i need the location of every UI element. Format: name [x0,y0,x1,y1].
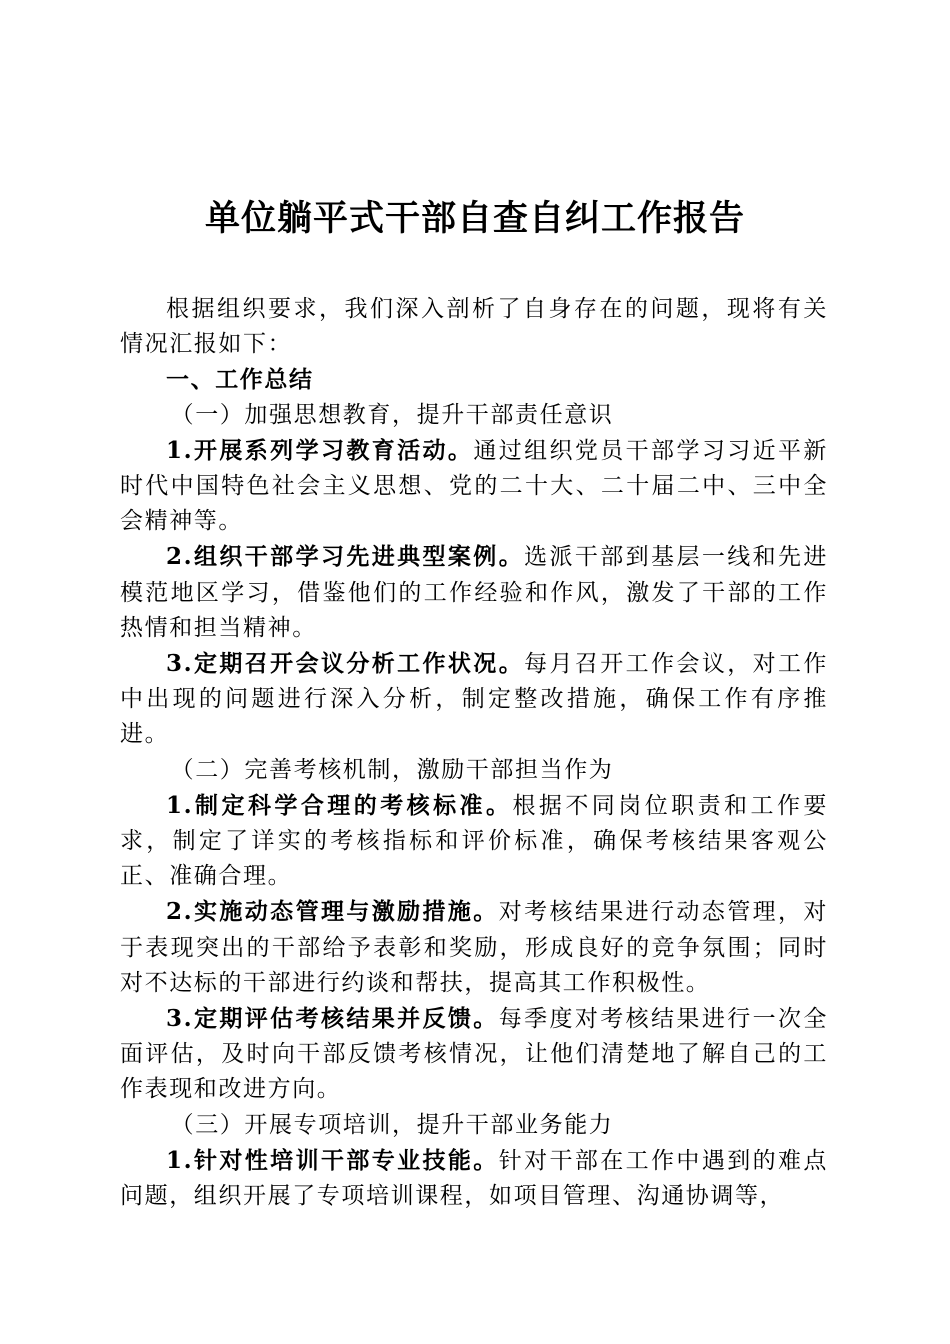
paragraph-item [120,646,828,753]
item-text: 对考核结果进行动态管理，对于表现突出的干部给予表彰和奖励，形成良好的竞争氛围；同时对不达标的干部进行约谈和帮扶，提高其工作积极性。 [120,899,828,996]
paragraph-item [120,894,828,1001]
item-text: 选派干部到基层一线和先进模范地区学习，借鉴他们的工作经验和作风，激发了干部的工作热情和担当精神。 [120,544,828,641]
subsection-heading-3: （三）开展专项培训，提升干部业务能力 [170,1111,614,1138]
item-lead: 1.制定科学合理的考核标准。 [166,791,513,819]
subsection-heading-2: （二）完善考核机制，激励干部担当作为 [170,756,614,783]
item-lead: 2.组织干部学习先进典型案例。 [166,543,525,571]
item-text: 通过组织党员干部学习习近平新时代中国特色社会主义思想、党的二十大、二十届二中、三中全会精神等。 [120,437,828,535]
item-text: 根据不同岗位职责和工作要求，制定了详实的考核指标和评价标准，确保考核结果客观公正、准确合理。 [120,792,828,890]
item-text: 每月召开工作会议，对工作中出现的问题进行深入分析，制定整改措施，确保工作有序推进。 [120,651,828,748]
paragraph-item [120,433,828,540]
intro-paragraph: 根据组织要求，我们深入剖析了自身存在的问题，现将有关情况汇报如下： [120,296,828,358]
item-lead: 2.实施动态管理与激励措施。 [166,898,499,926]
subsection-heading-1: （一）加强思想教育，提升干部责任意识 [170,401,614,428]
section-heading-work-summary: 一、工作总结 [166,366,314,394]
document-title: 单位躺平式干部自查自纠工作报告 [204,198,745,239]
document-body [120,292,828,1214]
item-lead: 1.开展系列学习教育活动。 [166,436,474,464]
paragraph-item [120,539,828,646]
item-text: 针对干部在工作中遇到的难点问题，组织开展了专项培训课程，如项目管理、沟通协调等， [120,1147,828,1210]
paragraph-item [120,1143,828,1214]
item-lead: 3.定期召开会议分析工作状况。 [166,650,525,678]
item-lead: 3.定期评估考核结果并反馈。 [166,1005,499,1033]
paragraph-item [120,1001,828,1108]
item-lead: 1.针对性培训干部专业技能。 [166,1146,499,1174]
paragraph-item [120,788,828,895]
item-text: 每季度对考核结果进行一次全面评估，及时向干部反馈考核情况，让他们清楚地了解自己的工作表现和改进方向。 [120,1006,828,1103]
